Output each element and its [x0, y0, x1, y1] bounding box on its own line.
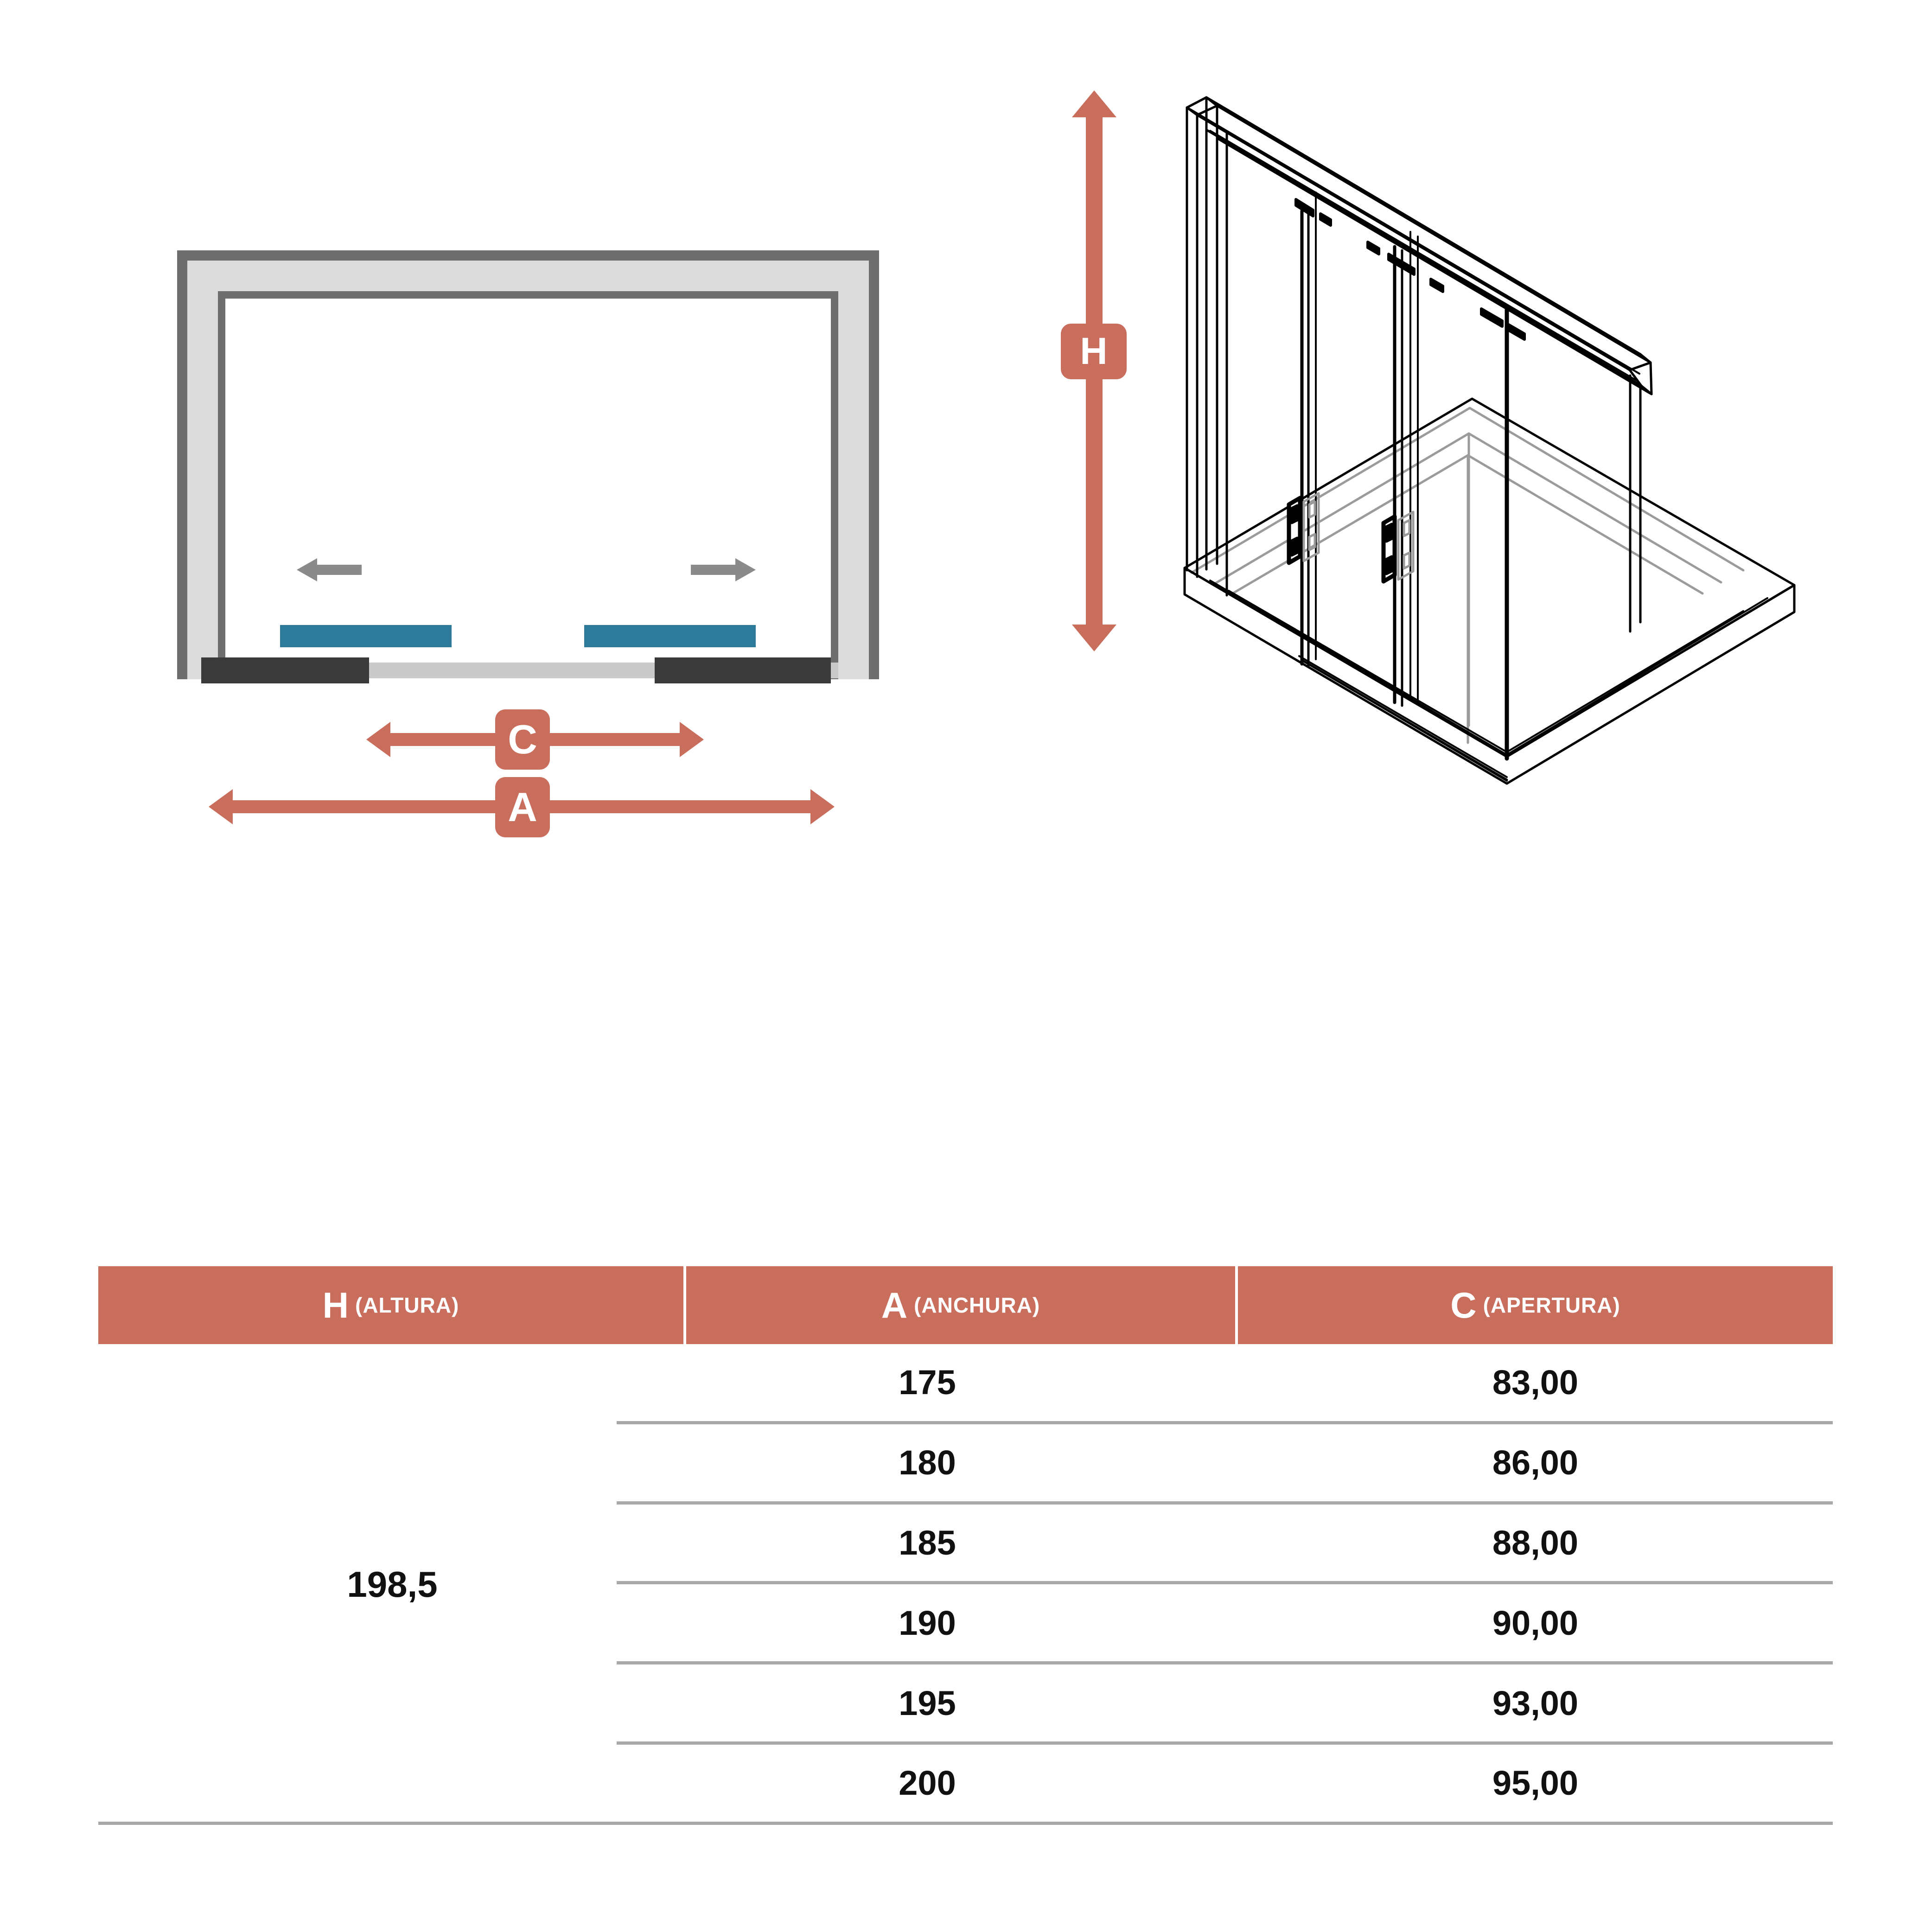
slide-right-arrow-icon: [691, 556, 756, 583]
cell-width: 200: [899, 1764, 956, 1803]
cell-opening: 86,00: [1492, 1443, 1579, 1482]
cell-width: 175: [899, 1363, 956, 1402]
base-block-left: [201, 657, 369, 683]
cell-opening: 95,00: [1492, 1764, 1579, 1803]
enclosure-inner-frame: [218, 291, 838, 679]
dimension-badge-a-label: A: [508, 784, 537, 830]
cell-opening: 90,00: [1492, 1603, 1579, 1642]
cell-opening: 88,00: [1492, 1523, 1579, 1562]
left-vertical-post: [1187, 97, 1217, 577]
cell-opening: 93,00: [1492, 1683, 1579, 1722]
cell-width: 180: [899, 1443, 956, 1482]
table-row: [617, 1584, 1833, 1664]
height-value: 198,5: [347, 1564, 438, 1605]
shower-tray-slab: [1185, 399, 1794, 784]
isometric-shower-diagram: [1136, 79, 1822, 867]
table-row: [617, 1664, 1833, 1745]
table-header-height-word: (ALTURA): [355, 1293, 459, 1317]
cell-width: 185: [899, 1523, 956, 1562]
glass-panel-right: [584, 625, 756, 647]
dimension-badge-h-label: H: [1080, 330, 1108, 372]
base-block-right: [655, 657, 831, 683]
rail-groove: [1210, 123, 1639, 381]
table-header-opening: [1238, 1266, 1833, 1344]
cell-width: 190: [899, 1603, 956, 1642]
table-row: [617, 1745, 1833, 1825]
dimension-badge-h: [1061, 324, 1127, 379]
table-row: [617, 1505, 1833, 1585]
cell-opening: 83,00: [1492, 1363, 1579, 1402]
table-header-row: [98, 1266, 1833, 1344]
sliding-door-2: [1395, 232, 1418, 706]
door-handle-front: [1289, 498, 1300, 563]
dimension-badge-a: [495, 777, 550, 837]
door-handle-front-2: [1384, 516, 1395, 581]
dimension-badge-c: [495, 709, 550, 770]
table-row: [617, 1344, 1833, 1424]
table-header-height: [98, 1266, 686, 1344]
table-body: [98, 1344, 1833, 1825]
glass-panel-left: [280, 625, 452, 647]
top-rail: [1187, 97, 1651, 394]
table-header-opening-letter: C: [1450, 1284, 1477, 1326]
sliding-door-1: [1302, 192, 1316, 667]
table-header-width-word: (ANCHURA): [914, 1293, 1040, 1317]
table-bottom-border-left: [98, 1822, 617, 1825]
dimension-badge-c-label: C: [508, 716, 537, 762]
table-cell-height-merged: [98, 1344, 686, 1825]
table-header-height-letter: H: [322, 1284, 349, 1326]
table-header-width-letter: A: [881, 1284, 908, 1326]
slide-left-arrow-icon: [297, 556, 362, 583]
table-row: [617, 1424, 1833, 1505]
table-rows: [617, 1344, 1833, 1825]
front-elevation-diagram: [177, 250, 879, 699]
table-header-width: [686, 1266, 1238, 1344]
dimensions-table: [98, 1266, 1833, 1825]
cell-width: 195: [899, 1683, 956, 1722]
table-header-opening-word: (APERTURA): [1483, 1293, 1620, 1317]
